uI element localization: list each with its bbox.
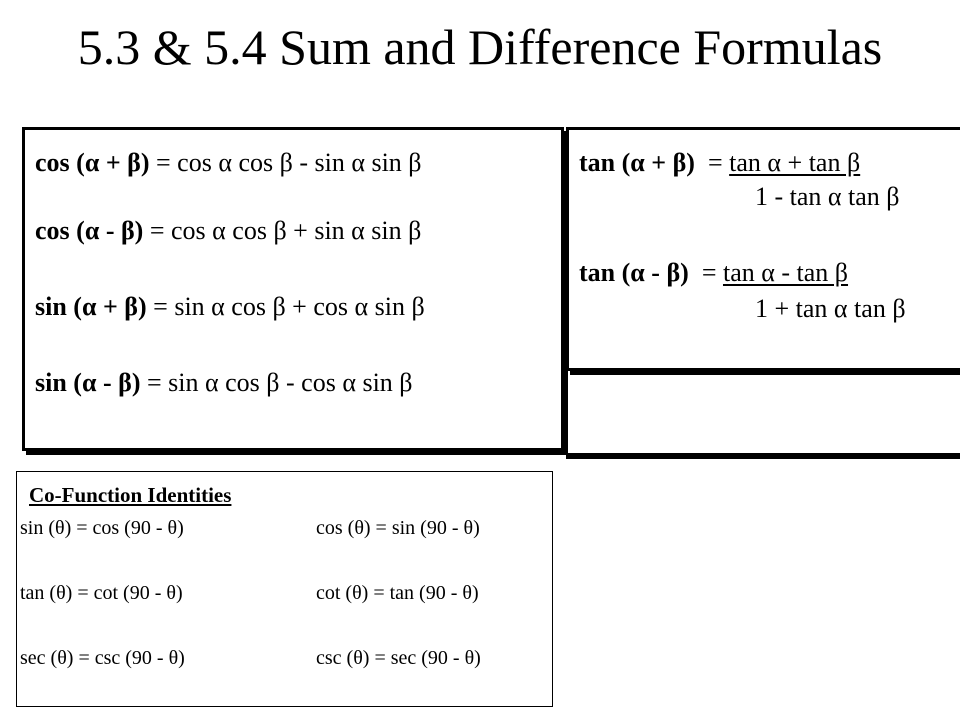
formula-equals: = (694, 148, 730, 177)
formula-cos-diff (35, 214, 421, 248)
formula-lhs: sin (α - β) (35, 368, 141, 397)
formula-lhs: tan (α - β) (579, 258, 689, 287)
formula-numerator: tan α + tan β (729, 148, 861, 177)
cofunction-box (16, 471, 553, 707)
formula-lhs: cos (α - β) (35, 216, 144, 245)
formula-rhs: = sin α cos β - cos α sin β (140, 368, 413, 397)
cofunction-identity: tan (θ) = cot (90 - θ) (20, 582, 183, 604)
formula-numerator: tan α - tan β (722, 258, 849, 287)
formula-lhs: tan (α + β) (579, 148, 695, 177)
formula-cos-sum (35, 146, 422, 180)
cofunction-identity: csc (θ) = sec (90 - θ) (316, 647, 481, 669)
formula-tan-sum (579, 146, 860, 180)
divider-rule (566, 453, 960, 459)
cofunction-title: Co-Function Identities (29, 483, 232, 507)
formula-tan-diff (579, 256, 848, 290)
cofunction-identity: cot (θ) = tan (90 - θ) (316, 582, 479, 604)
tangent-box (566, 127, 960, 371)
formula-sin-diff (35, 366, 413, 400)
formula-equals: = (688, 258, 723, 287)
cofunction-identity: sin (θ) = cos (90 - θ) (20, 517, 184, 539)
cofunction-identity: sec (θ) = csc (90 - θ) (20, 647, 185, 669)
page-title: 5.3 & 5.4 Sum and Difference Formulas (77, 19, 883, 75)
formula-denominator: 1 + tan α tan β (755, 294, 906, 323)
formula-lhs: cos (α + β) (35, 148, 150, 177)
formula-lhs: sin (α + β) (35, 292, 147, 321)
formula-rhs: = cos α cos β + sin α sin β (143, 216, 422, 245)
cofunction-identity: cos (θ) = sin (90 - θ) (316, 517, 480, 539)
formula-sin-sum (35, 290, 425, 324)
formula-rhs: = sin α cos β + cos α sin β (146, 292, 425, 321)
formula-rhs: = cos α cos β - sin α sin β (149, 148, 422, 177)
sum-difference-box (22, 127, 564, 451)
formula-denominator: 1 - tan α tan β (755, 182, 900, 211)
